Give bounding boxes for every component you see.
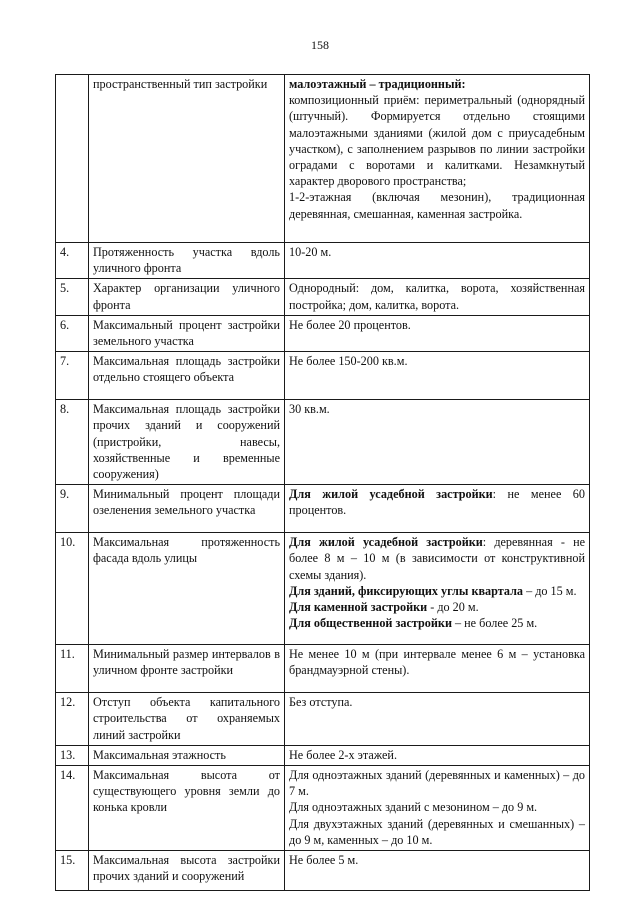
value-bold: Для зданий, фиксирующих углы квартала bbox=[289, 583, 524, 598]
row-number: 5. bbox=[56, 279, 89, 315]
value-text: : деревянная - не более 8 м – 10 м (в зависимости от конструктивной схемы здания). bbox=[289, 535, 585, 582]
table-row bbox=[56, 243, 590, 279]
value-paragraph bbox=[289, 816, 585, 848]
value-cell bbox=[285, 315, 590, 351]
value-text: 10-20 м. bbox=[289, 245, 332, 259]
value-cell bbox=[285, 352, 590, 400]
table-row bbox=[56, 400, 590, 485]
table-row bbox=[56, 533, 590, 645]
value-cell bbox=[285, 279, 590, 315]
value-bold: Для жилой усадебной застройки bbox=[289, 535, 483, 550]
value-paragraph bbox=[289, 189, 585, 221]
value-text: – до 15 м. bbox=[523, 583, 577, 598]
row-number: 6. bbox=[56, 315, 89, 351]
value-paragraph bbox=[289, 646, 585, 678]
parameter-cell: Максимальная площадь застройки прочих зданий и сооружений (пристройки, навесы, хозяйственные и временные сооружения) bbox=[89, 400, 285, 485]
value-cell bbox=[285, 533, 590, 645]
value-paragraph bbox=[289, 767, 585, 799]
value-paragraph bbox=[289, 76, 585, 92]
value-text: композиционный приём: периметральный (однорядный (штучный). Формируется отдельно стоящими малоэтажными зданиями (жилой дом с приусадебным участком), с заполнением разрывов по линии застройки оградами с воротами и калитками. Незамкнутый характер дворового пространства; bbox=[289, 93, 585, 189]
value-paragraph bbox=[289, 486, 585, 518]
parameter-cell: Протяженность участка вдоль уличного фронта bbox=[89, 243, 285, 279]
value-cell bbox=[285, 645, 590, 693]
value-cell bbox=[285, 766, 590, 851]
table-row bbox=[56, 693, 590, 746]
parameter-cell: Максимальная этажность bbox=[89, 745, 285, 765]
table-row bbox=[56, 766, 590, 851]
parameter-cell: Минимальный процент площади озеленения земельного участка bbox=[89, 485, 285, 533]
table-row bbox=[56, 485, 590, 533]
value-text: 1-2-этажная (включая мезонин), традиционная деревянная, смешанная, каменная застройка. bbox=[289, 190, 585, 221]
parameter-cell: Минимальный размер интервалов в уличном фронте застройки bbox=[89, 645, 285, 693]
value-text: Однородный: дом, калитка, ворота, хозяйственная постройка; дом, калитка, ворота. bbox=[289, 281, 585, 312]
value-bold: Для общественной застройки bbox=[289, 616, 452, 631]
value-text: – не более 25 м. bbox=[451, 616, 538, 631]
value-cell bbox=[285, 485, 590, 533]
value-text: Не более 5 м. bbox=[289, 853, 359, 868]
table-row bbox=[56, 352, 590, 400]
value-cell bbox=[285, 745, 590, 765]
value-bold: Для жилой усадебной застройки bbox=[289, 487, 493, 502]
parameter-cell: Максимальная протяженность фасада вдоль улицы bbox=[89, 533, 285, 645]
value-text: Не более 150-200 кв.м. bbox=[289, 354, 408, 369]
value-paragraph bbox=[289, 747, 585, 763]
parameter-cell: Отступ объекта капитального строительства от охраняемых линий застройки bbox=[89, 693, 285, 746]
value-cell bbox=[285, 400, 590, 485]
table-row bbox=[56, 279, 590, 315]
table-row bbox=[56, 745, 590, 765]
value-cell bbox=[285, 75, 590, 243]
row-number: 9. bbox=[56, 485, 89, 533]
value-text: - до 20 м. bbox=[427, 600, 479, 615]
parameter-cell: Характер организации уличного фронта bbox=[89, 279, 285, 315]
value-cell bbox=[285, 851, 590, 891]
value-text: Не более 2-х этажей. bbox=[289, 747, 397, 762]
value-paragraph bbox=[289, 534, 585, 583]
parameter-cell: Максимальная площадь застройки отдельно стоящего объекта bbox=[89, 352, 285, 400]
row-number: 13. bbox=[56, 745, 89, 765]
value-cell bbox=[285, 243, 590, 279]
value-paragraph bbox=[289, 799, 585, 815]
page-number: 158 bbox=[311, 38, 329, 52]
row-number: 4. bbox=[56, 243, 89, 279]
value-paragraph bbox=[289, 317, 585, 333]
row-number: 12. bbox=[56, 693, 89, 746]
value-paragraph bbox=[289, 353, 585, 369]
value-text: Не более 20 процентов. bbox=[289, 317, 411, 332]
value-bold: малоэтажный – традиционный: bbox=[289, 77, 466, 91]
value-paragraph bbox=[289, 694, 585, 710]
row-number: 11. bbox=[56, 645, 89, 693]
value-paragraph bbox=[289, 401, 585, 417]
value-paragraph bbox=[289, 615, 585, 631]
parameter-cell: Максимальная высота от существующего уровня земли до конька кровли bbox=[89, 766, 285, 851]
table-row bbox=[56, 75, 590, 243]
value-paragraph bbox=[289, 92, 585, 189]
value-text: Для одноэтажных зданий (деревянных и каменных) – до 7 м. bbox=[289, 768, 585, 799]
value-text: Не менее 10 м (при интервале менее 6 м – установка брандмауэрной стены). bbox=[289, 647, 585, 678]
value-text: Для одноэтажных зданий с мезонином – до 9 м. bbox=[289, 800, 538, 815]
row-number: 14. bbox=[56, 766, 89, 851]
table-row bbox=[56, 315, 590, 351]
value-paragraph bbox=[289, 244, 585, 260]
row-number: 8. bbox=[56, 400, 89, 485]
row-number: 10. bbox=[56, 533, 89, 645]
value-paragraph bbox=[289, 280, 585, 312]
row-number: 7. bbox=[56, 352, 89, 400]
row-number: 15. bbox=[56, 851, 89, 891]
parameter-cell: Максимальная высота застройки прочих зданий и сооружений bbox=[89, 851, 285, 891]
value-paragraph bbox=[289, 599, 585, 615]
value-bold: Для каменной застройки bbox=[289, 600, 428, 615]
row-number bbox=[56, 75, 89, 243]
value-paragraph bbox=[289, 583, 585, 599]
table-row bbox=[56, 645, 590, 693]
parameter-cell: Максимальный процент застройки земельного участка bbox=[89, 315, 285, 351]
value-text: 30 кв.м. bbox=[289, 402, 330, 417]
regulations-table bbox=[55, 74, 590, 891]
value-text: Для двухэтажных зданий (деревянных и смешанных) – до 9 м, каменных – до 10 м. bbox=[289, 816, 585, 847]
table-row bbox=[56, 851, 590, 891]
value-paragraph bbox=[289, 852, 585, 868]
value-text: : не менее 60 процентов. bbox=[289, 487, 585, 518]
value-text: Без отступа. bbox=[289, 695, 353, 710]
parameter-cell: пространственный тип застройки bbox=[89, 75, 285, 243]
value-cell bbox=[285, 693, 590, 746]
